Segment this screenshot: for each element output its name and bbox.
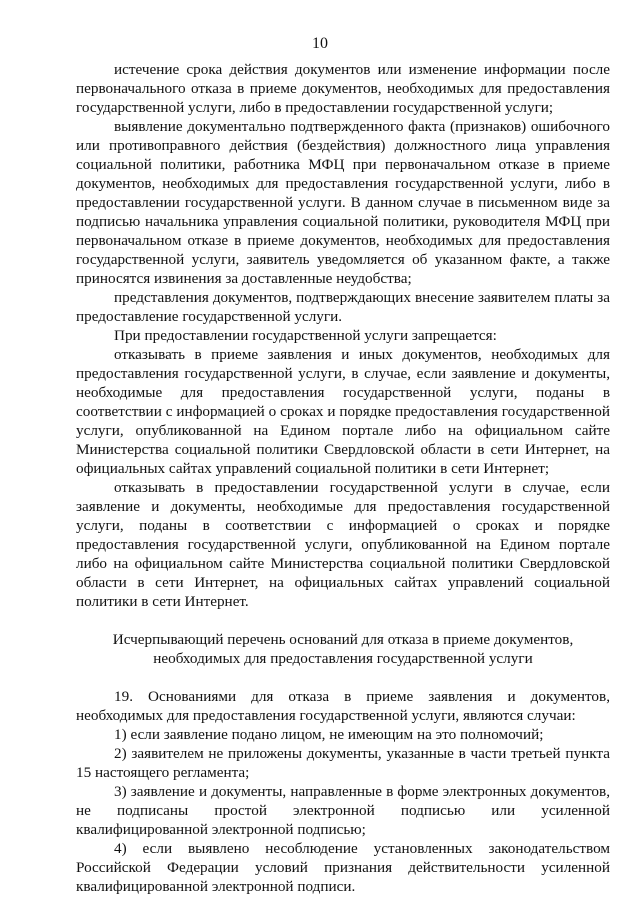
list-item: 4) если выявлено несоблюдение установленных законодательством Российской Федерации условий признания действительности усиленной квалифицированной электронной подписи.: [76, 840, 610, 895]
paragraph: При предоставлении государственной услуги запрещается:: [114, 327, 497, 344]
paragraph: истечение срока действия документов или изменение информации после первоначального отказа в приеме документов, необходимых для предоставления государственной услуги, либо в предоставлении государственной услуги;: [76, 61, 610, 116]
list-item: 3) заявление и документы, направленные в форме электронных документов, не подписаны простой электронной подписью или усиленной квалифицированной электронной подписью;: [76, 783, 610, 838]
paragraph: представления документов, подтверждающих внесение заявителем платы за предоставление государственной услуги.: [76, 289, 610, 325]
page-number: 10: [312, 35, 328, 52]
document-body: [76, 60, 610, 896]
list-item: 2) заявителем не приложены документы, указанные в части третьей пункта 15 настоящего регламента;: [76, 745, 610, 781]
paragraph: выявление документально подтвержденного факта (признаков) ошибочного или противоправного действия (бездействия) должностного лица управления социальной политики, работника МФЦ при первоначальном отказе в приеме документов, необходимых для предоставления государственной услуги, либо в предоставлении государственной услуги. В данном случае в письменном виде за подписью начальника управления социальной политики, руководителя МФЦ при первоначальном отказе в приеме документов, необходимых для предоставления государственной услуги, заявитель уведомляется об указанном факте, а также приносятся извинения за доставленные неудобства;: [76, 118, 610, 287]
paragraph: отказывать в приеме заявления и иных документов, необходимых для предоставления государственной услуги, в случае, если заявление и документы, необходимые для предоставления государственной услуги, поданы в соответствии с информацией о сроках и порядке предоставления государственной услуги, опубликованной на Едином портале либо на официальном сайте Министерства социальной политики Свердловской области в сети Интернет, на официальных сайтах управлений социальной политики в сети Интернет;: [76, 346, 610, 477]
section-heading: [76, 630, 610, 668]
paragraph: отказывать в предоставлении государственной услуги в случае, если заявление и документы, необходимые для предоставления государственной услуги, поданы в соответствии с информацией о сроках и порядке предоставления государственной услуги, опубликованной на Едином портале либо на официальном сайте Министерства социальной политики Свердловской области в сети Интернет, на официальных сайтах управлений социальной политики в сети Интернет.: [76, 479, 610, 610]
list-item: 1) если заявление подано лицом, не имеющим на это полномочий;: [114, 726, 544, 743]
paragraph: 19. Основаниями для отказа в приеме заявления и документов, необходимых для предоставления государственной услуги, являются случаи:: [76, 688, 610, 724]
section-heading-line-2: необходимых для предоставления государственной услуги: [153, 650, 533, 667]
section-heading-line-1: Исчерпывающий перечень оснований для отказа в приеме документов,: [112, 631, 574, 648]
